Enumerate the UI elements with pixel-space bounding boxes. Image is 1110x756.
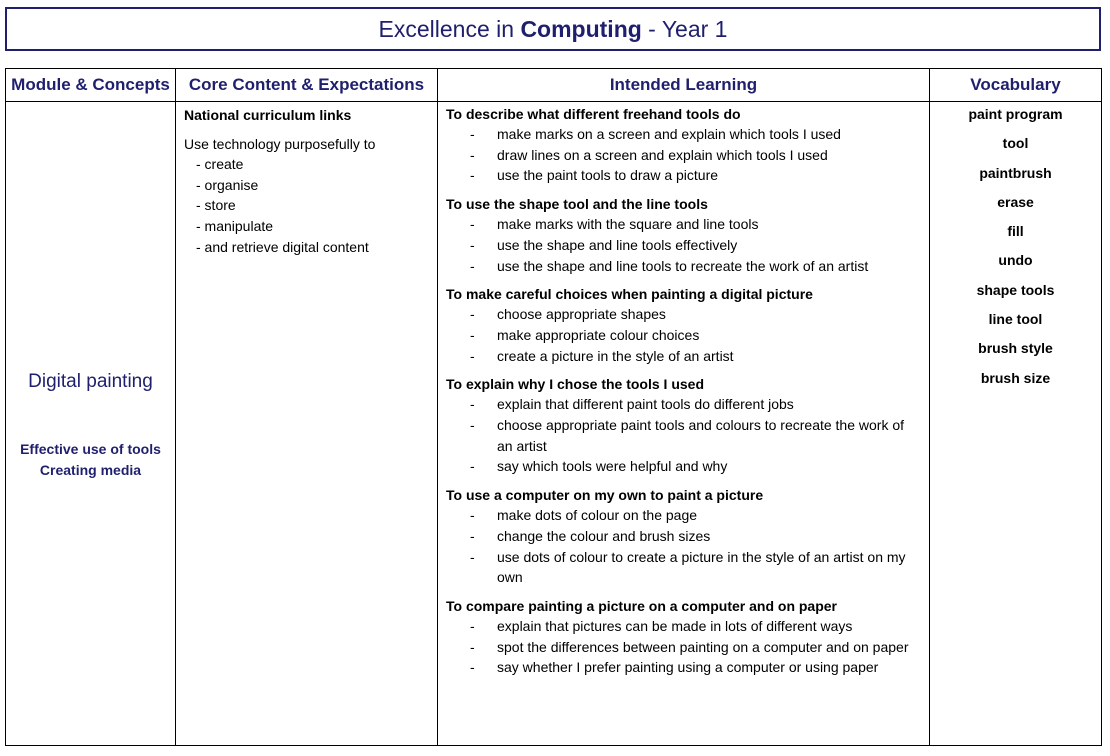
core-column bbox=[176, 69, 438, 745]
objective-heading: To describe what different freehand tools do bbox=[446, 106, 741, 122]
objective-heading: To compare painting a picture on a computer and on paper bbox=[446, 597, 838, 614]
vocabulary-item: fill bbox=[1007, 223, 1024, 240]
core-item: - manipulate bbox=[196, 218, 274, 235]
objective-bullet: - choose appropriate paint tools and colours to recreate the work of an artist bbox=[446, 415, 921, 456]
vocabulary-item: shape tools bbox=[976, 281, 1055, 298]
objective-bullet: - make appropriate colour choices bbox=[446, 325, 921, 346]
vocabulary-column bbox=[930, 69, 1101, 745]
page-title bbox=[5, 7, 1101, 51]
objective-bullet: - explain that pictures can be made in lots of different ways bbox=[446, 616, 921, 637]
objective-bullet: - make dots of colour on the page bbox=[446, 505, 921, 526]
objective-heading: To use a computer on my own to paint a picture bbox=[446, 487, 764, 504]
vocabulary-item: paint program bbox=[968, 106, 1063, 122]
vocabulary-item: tool bbox=[1002, 135, 1029, 152]
vocabulary-item: line tool bbox=[988, 311, 1043, 328]
learning-objective bbox=[446, 104, 921, 186]
module-title: Digital painting bbox=[28, 371, 153, 392]
objective-bullet: - use the paint tools to draw a picture bbox=[446, 165, 921, 186]
title-subject: Computing bbox=[520, 15, 642, 42]
objective-bullets bbox=[446, 214, 921, 276]
vocabulary-item: undo bbox=[998, 252, 1033, 269]
title-suffix: - Year 1 bbox=[641, 15, 728, 42]
concept-item: Effective use of tools bbox=[20, 441, 161, 457]
objective-bullet: - use the shape and line tools to recreate the work of an artist bbox=[446, 256, 921, 277]
objective-bullet: - draw lines on a screen and explain which tools I used bbox=[446, 145, 921, 166]
vocabulary-item: erase bbox=[997, 193, 1034, 210]
learning-objective bbox=[446, 284, 921, 366]
vocabulary-list bbox=[930, 104, 1101, 397]
objective-bullets bbox=[446, 124, 921, 186]
vocabulary-item: brush style bbox=[978, 340, 1053, 357]
header-module: Module & Concepts bbox=[6, 69, 175, 102]
objective-bullet: - say which tools were helpful and why bbox=[446, 456, 921, 477]
objective-heading: To make careful choices when painting a digital picture bbox=[446, 286, 813, 303]
learning-objective bbox=[446, 596, 921, 678]
objective-bullet: - use the shape and line tools effectively bbox=[446, 235, 921, 256]
concept-item: Creating media bbox=[39, 462, 142, 478]
core-item: - store bbox=[196, 197, 236, 214]
title-prefix: Excellence in bbox=[378, 15, 521, 42]
core-content bbox=[184, 105, 433, 258]
core-item: - create bbox=[196, 156, 244, 172]
objective-bullet: - make marks on a screen and explain which tools I used bbox=[446, 124, 921, 145]
core-item: - and retrieve digital content bbox=[196, 238, 369, 255]
module-column bbox=[6, 69, 176, 745]
core-heading: National curriculum links bbox=[184, 107, 352, 123]
learning-objective bbox=[446, 374, 921, 477]
objective-bullet: - choose appropriate shapes bbox=[446, 304, 921, 325]
objective-bullets bbox=[446, 505, 921, 588]
objective-bullet: - spot the differences between painting on a computer and on paper bbox=[446, 637, 921, 658]
objective-bullet: - say whether I prefer painting using a computer or using paper bbox=[446, 657, 921, 678]
objective-bullets bbox=[446, 616, 921, 678]
objective-bullet: - create a picture in the style of an artist bbox=[446, 346, 921, 367]
core-list bbox=[184, 154, 433, 258]
learning-content bbox=[446, 104, 921, 686]
vocabulary-item: paintbrush bbox=[979, 164, 1052, 181]
objective-bullet: - explain that different paint tools do different jobs bbox=[446, 394, 921, 415]
objective-bullet: - change the colour and brush sizes bbox=[446, 526, 921, 547]
core-item: - organise bbox=[196, 176, 259, 193]
objective-heading: To use the shape tool and the line tools bbox=[446, 196, 708, 213]
objective-bullets bbox=[446, 394, 921, 477]
curriculum-table bbox=[5, 68, 1102, 746]
learning-objective bbox=[446, 485, 921, 588]
core-intro: Use technology purposefully to bbox=[184, 136, 376, 152]
module-concepts bbox=[6, 439, 175, 481]
header-core: Core Content & Expectations bbox=[176, 69, 437, 102]
vocabulary-item: brush size bbox=[980, 369, 1051, 386]
header-learning: Intended Learning bbox=[438, 69, 929, 102]
objective-heading: To explain why I chose the tools I used bbox=[446, 376, 705, 393]
objective-bullets bbox=[446, 304, 921, 366]
learning-objective bbox=[446, 194, 921, 276]
learning-column bbox=[438, 69, 930, 745]
objective-bullet: - make marks with the square and line tools bbox=[446, 214, 921, 235]
objective-bullet: - use dots of colour to create a picture in the style of an artist on my own bbox=[446, 547, 921, 588]
header-vocabulary: Vocabulary bbox=[930, 69, 1101, 102]
